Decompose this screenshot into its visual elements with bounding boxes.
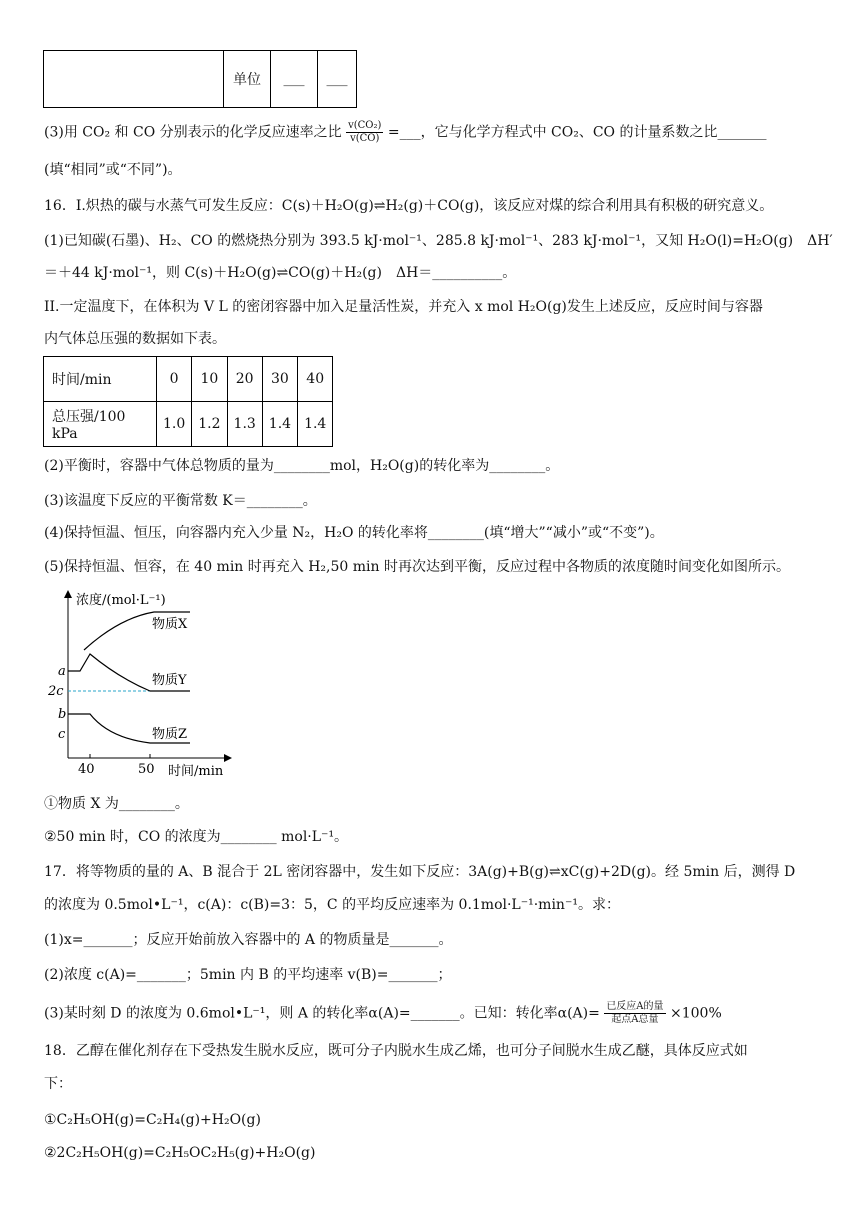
q17-line5: [44, 1001, 722, 1026]
q16-line3: ＝＋44 kJ·mol⁻¹，则 C(s)＋H₂O(g)⇌CO(g)＋H₂(g) ΔH＝__________。: [44, 265, 517, 281]
q16-3-line: (3)该温度下反应的平衡常数 K＝________。: [44, 493, 317, 509]
q15-3-line: [44, 120, 766, 145]
x-tick-label-50: 50: [138, 762, 155, 777]
fraction-numerator: 已反应A的量: [606, 1001, 664, 1012]
q15-3-pre: (3)用 CO₂ 和 CO 分别表示的化学反应速率之比: [44, 124, 342, 141]
x-axis-label: 时间/min: [168, 764, 224, 778]
q17-line1: 17．将等物质的量的 A、B 混合于 2L 密闭容器中，发生如下反应：3A(g)+B(g)⇌xC(g)+2D(g)。经 5min 后，测得 D: [44, 864, 796, 880]
q18-line2: 下：: [44, 1076, 72, 1092]
table-cell: 10: [192, 357, 227, 402]
q17-line5-text: (3)某时刻 D 的浓度为 0.6mol•L⁻¹，则 A 的转化率α(A)=_______。已知：转化率α(A)=: [44, 1005, 600, 1022]
q18-line4: ②2C₂H₅OH(g)=C₂H₅OC₂H₅(g)+H₂O(g): [44, 1145, 316, 1161]
q15-3-post: =___，它与化学方程式中 CO₂、CO 的计量系数之比_______: [387, 124, 767, 141]
table-row: [44, 357, 333, 402]
top-table-blank: ___: [271, 51, 318, 108]
fraction-denominator: 起点A总量: [611, 1014, 659, 1025]
rate-fraction: [346, 120, 383, 145]
q16-2-line: (2)平衡时，容器中气体总物质的量为________mol，H₂O(g)的转化率为________。: [44, 458, 560, 474]
q17-line5-post: ×100%: [670, 1005, 722, 1022]
table-cell: 40: [298, 357, 333, 402]
top-table: [43, 50, 357, 108]
y-axis-label: 浓度/(mol·L⁻¹): [76, 593, 166, 608]
table-cell: 时间/min: [44, 357, 157, 402]
top-table-blank: ___: [318, 51, 357, 108]
pressure-table: [43, 356, 333, 447]
table-cell: 1.0: [157, 402, 192, 447]
table-cell: 1.4: [262, 402, 297, 447]
q16-5-1-line: ①物质 X 为________。: [44, 796, 189, 812]
q16-line4: II.一定温度下，在体积为 V L 的密闭容器中加入足量活性炭，并充入 x mol H₂O(g)发生上述反应，反应时间与容器: [44, 299, 763, 315]
conversion-fraction: [604, 1001, 665, 1026]
q16-line5: 内气体总压强的数据如下表。: [44, 331, 226, 347]
table-cell: 1.3: [227, 402, 262, 447]
top-table-unit: 单位: [224, 51, 271, 108]
y-tick-label-2c: 2c: [48, 684, 64, 699]
series-label-x: 物质X: [152, 617, 188, 632]
q16-line2: (1)已知碳(石墨)、H₂、CO 的燃烧热分别为 393.5 kJ·mol⁻¹、285.8 kJ·mol⁻¹、283 kJ·mol⁻¹，又知 H₂O(l)=H₂O(g) ΔH′: [44, 233, 833, 249]
concentration-graph: [44, 588, 244, 778]
y-tick-label-b: b: [58, 707, 67, 722]
q16-5-2-line: ②50 min 时，CO 的浓度为________ mol·L⁻¹。: [44, 829, 349, 845]
table-cell: 1.2: [192, 402, 227, 447]
y-tick-label-c: c: [58, 727, 66, 742]
top-table-cell-empty: [44, 51, 224, 108]
table-cell: 30: [262, 357, 297, 402]
table-cell: 1.4: [298, 402, 333, 447]
q15-3-line2: (填“相同”或“不同”)。: [44, 162, 182, 178]
fraction-denominator: v(CO): [350, 133, 380, 144]
y-tick-label-a: a: [58, 664, 66, 679]
q17-line3: (1)x=_______；反应开始前放入容器中的 A 的物质量是_______。: [44, 932, 453, 948]
q16-5-line: (5)保持恒温、恒容，在 40 min 时再充入 H₂,50 min 时再次达到平衡，反应过程中各物质的浓度随时间变化如图所示。: [44, 559, 790, 575]
q17-line2: 的浓度为 0.5mol•L⁻¹，c(A)：c(B)=3：5，C 的平均反应速率为 0.1mol·L⁻¹·min⁻¹。求：: [44, 897, 620, 913]
table-cell: 20: [227, 357, 262, 402]
fraction-numerator: v(CO₂): [348, 120, 382, 131]
x-tick-label-40: 40: [78, 762, 95, 777]
q18-line3: ①C₂H₅OH(g)=C₂H₄(g)+H₂O(g): [44, 1112, 261, 1128]
q17-line4: (2)浓度 c(A)=_______；5min 内 B 的平均速率 v(B)=_______；: [44, 967, 452, 983]
q18-line1: 18．乙醇在催化剂存在下受热发生脱水反应，既可分子内脱水生成乙烯，也可分子间脱水生成乙醚，具体反应式如: [44, 1043, 748, 1059]
series-label-y: 物质Y: [152, 673, 187, 688]
q16-line1: 16．I.炽热的碳与水蒸气可发生反应：C(s)＋H₂O(g)⇌H₂(g)＋CO(g)，该反应对煤的综合利用具有积极的研究意义。: [44, 198, 774, 214]
table-cell: 总压强/100 kPa: [44, 402, 157, 447]
q16-4-line: (4)保持恒温、恒压，向容器内充入少量 N₂，H₂O 的转化率将________(填“增大”“减小”或“不变”)。: [44, 525, 664, 541]
table-cell: 0: [157, 357, 192, 402]
series-label-z: 物质Z: [152, 727, 188, 742]
table-row: [44, 402, 333, 447]
